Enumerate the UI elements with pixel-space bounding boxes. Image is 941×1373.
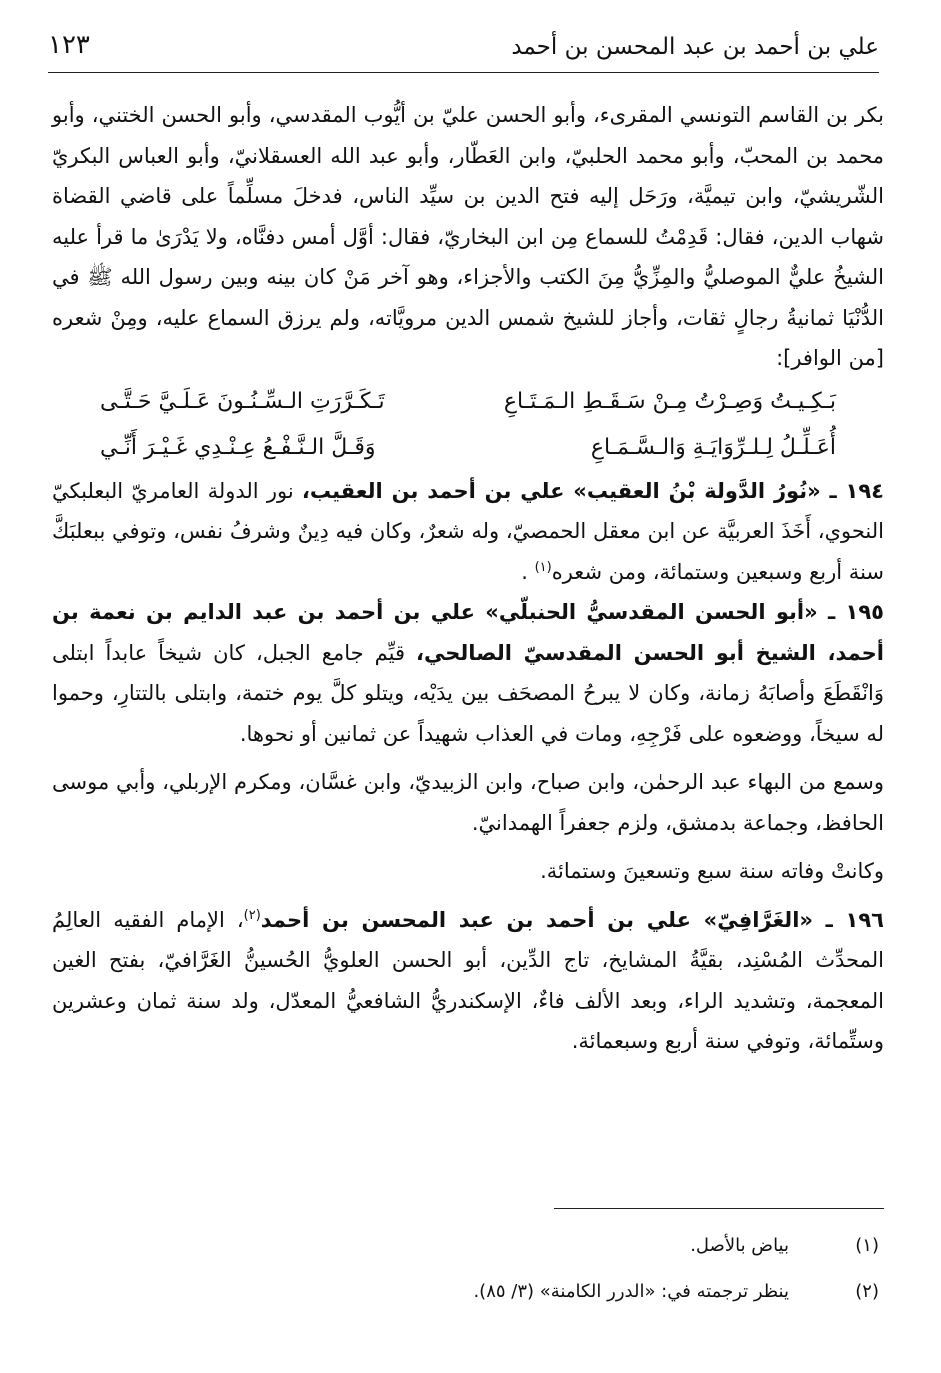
footnotes: [52, 1222, 879, 1314]
entry-194-end: .: [521, 559, 535, 584]
entry-195-paragraph-2: وسمع من البهاء عبد الرحمٰن، وابن صباح، وابن الزبيديّ، وابن غسَّان، ومكرم الإربلي، وأبي موسى الحافظ، وجماعة بدمشق، ولزم جعفراً الهمدانيّ.: [52, 770, 884, 835]
main-text: [52, 95, 884, 1062]
entry-195-paragraph-3: وكانتْ وفاته سنة سبع وتسعينَ وستمائة.: [540, 859, 884, 883]
entry-194-text: نور الدولة العامريّ البعلبكيّ النحوي، أَخَذَ العربيَّة عن ابن معقل الحمصيّ، وله شعرٌ، وكان فيه دِينٌ وشرفُ نفس، وتوفي ببعلبَكَّ سنة أربع وسبعين وستمائة، ومن شعره: [52, 478, 884, 584]
entry-194-heading: ١٩٤ ـ «نُورُ الدَّولة بْنُ العقيب» علي بن أحمد بن العقيب،: [301, 478, 884, 503]
footnote-ref-1[interactable]: (١): [534, 559, 552, 575]
page-header: [48, 22, 879, 73]
footnote-1-text: بياض بالأصل.: [690, 1234, 789, 1256]
footnote-2: [52, 1268, 879, 1314]
footnote-ref-2[interactable]: (٢): [243, 907, 261, 923]
entry-196: [52, 900, 884, 1062]
entry-195-heading: ١٩٥ ـ «أبو الحسن المقدسيُّ الحنبلّي» علي بن أحمد بن عبد الدايم بن نعمة بن أحمد، الشيخ أبو الحسن المقدسيّ الصالحي،: [52, 600, 884, 665]
entry-194: [52, 471, 884, 593]
entry-195: [52, 592, 884, 754]
poem-line-1: [52, 379, 884, 425]
footnote-2-number: (٢): [855, 1280, 879, 1302]
poem-line-2: [52, 425, 884, 471]
footnote-divider: [554, 1208, 884, 1209]
entry-196-text: ، الإمام الفقيه العالِمُ المحدِّث المُسْنِد، بقيَّةُ المشايخ، تاج الدِّين، أبو الحسن العلويُّ الحُسينُّ الغَرَّافيّ، بفتح الغين المعجمة، وتشديد الراء، وبعد الألف فاءٌ، الإسكندريُّ الشافعيُّ المعدّل، ولد سنة ثمان وعشرين وستِّمائة، وتوفي سنة أربع وسبعمائة.: [52, 907, 884, 1053]
footnote-2-text: ينظر ترجمته في: «الدرر الكامنة» (٣/ ٨٥).: [473, 1280, 789, 1302]
paragraph-continuation: بكر بن القاسم التونسي المقرىء، وأبو الحسن عليّ بن أيُّوب المقدسي، وأبو الحسن الختني، وأبو محمد بن المحبّ، وأبو محمد الحلبيّ، وابن العَطّار، وأبو عبد الله العسقلانيّ، وأبو العباس البكريّ الشّريشيّ، وابن تيميَّة، ورَحَل إليه فتح الدين بن سيِّد الناس، فدخلَ مسلِّماً على قاضي القضاة شهاب الدين، فقال: قَدِمْتُ للسماع مِن ابن البخاريّ، فقال: أوَّل أمس دفنَّاه، ولا يَدْرَىٰ ما قرأ عليه الشيخُ عليٌّ الموصليُّ والمِزِّيُّ مِنَ الكتب والأجزاء، وهو آخر مَنْ كان بينه وبين رسول الله ﷺ في الدُّنْيَا ثمانيةُ رجالٍ ثقات، وأجاز للشيخ شمس الدين مرويَّاته، ولم يرزق السماع عليه، ومِنْ شعره [من الوافر]:: [52, 103, 884, 370]
footnote-1: [52, 1222, 879, 1268]
running-title: علي بن أحمد بن عبد المحسن بن أحمد: [511, 34, 879, 60]
footnote-1-number: (١): [855, 1234, 879, 1256]
hemistich-2a: وَقَـلَّ الـنَّـفْـعُ عِـنْـدِي غَـيْـرَ أَنِّـي: [100, 434, 376, 460]
hemistich-2b: أُعَـلِّـلُ لِـلـرِّوَايَـةِ وَالـسَّـمَـاعِ: [590, 434, 836, 460]
entry-195-text: قيِّم جامع الجبل، كان شيخاً عابداً ابتلى وَانْقَطَعَ وأصابَهُ زمانة، وكان لا يبرحُ المصحَف بين يدَيْه، ويتلو كلَّ يوم ختمة، وابتلى بالتتارِ، وحموا له سيخاً، ووضعوه على فَرْجِهِ، ومات في العذاب شهيداً عن ثمانين أو نحوها.: [52, 640, 884, 746]
page-number: ١٢٣: [48, 30, 90, 60]
hemistich-1b: بَـكِـيـتُ وَصِـرْتُ مِـنْ سَـقَـطِ الـمَـتَـاعِ: [503, 388, 836, 414]
entry-196-heading: ١٩٦ ـ «الغَرَّافِيّ» علي بن أحمد بن عبد المحسن بن أحمد: [260, 907, 884, 932]
hemistich-1a: تَـكَـرَّرَتِ الـسِّـنُـونَ عَـلَـيَّ حَـتَّـى: [100, 388, 385, 414]
